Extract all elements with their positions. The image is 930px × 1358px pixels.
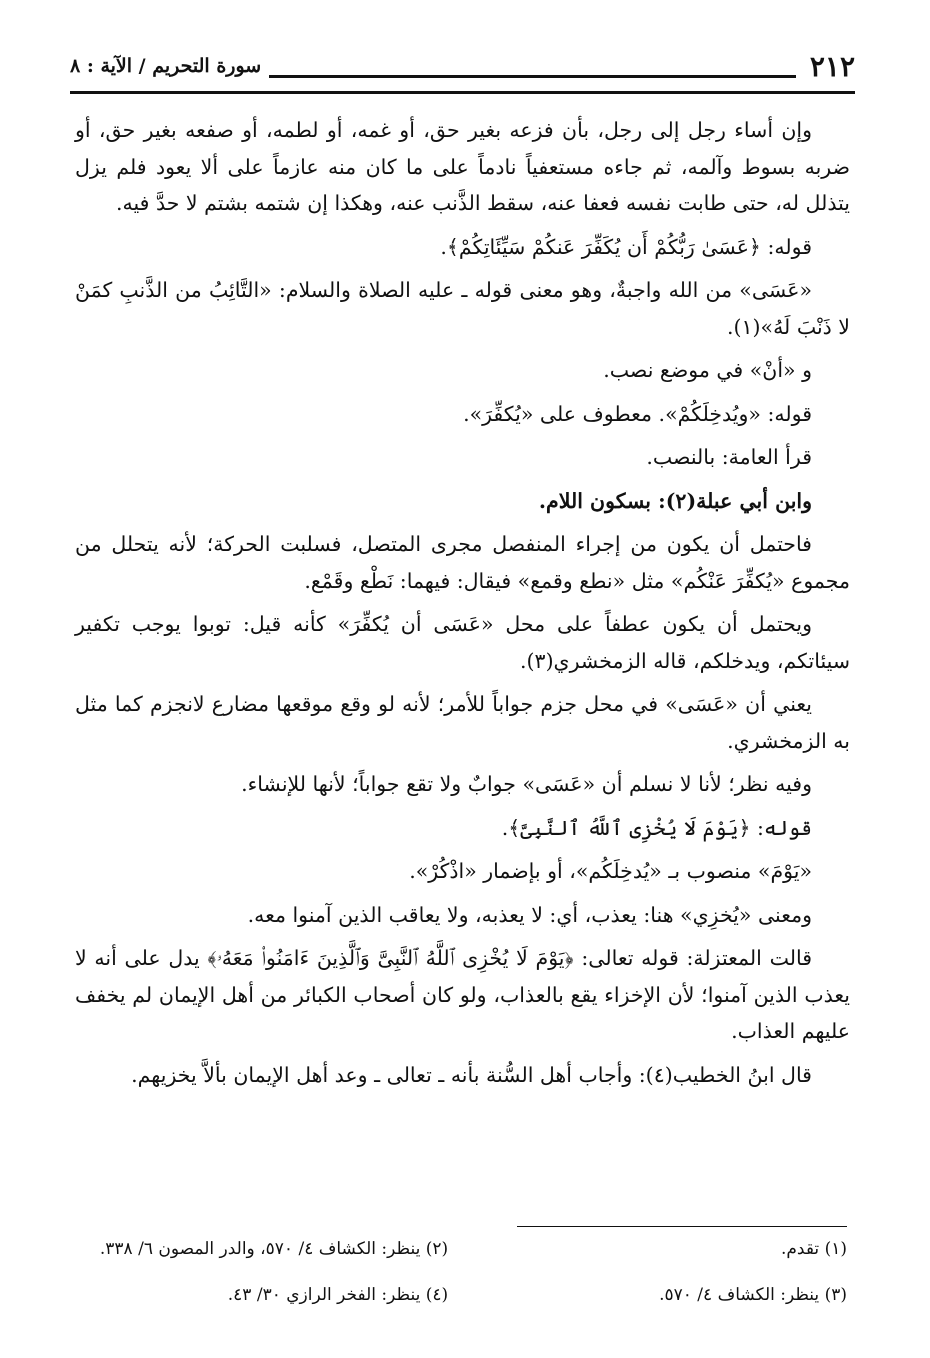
paragraph: قرأ العامة: بالنصب. [646,445,812,469]
footnote: (١) تقدم. [780,1239,847,1259]
footnote-row [80,1281,847,1309]
paragraph: قوله: ﴿يَوْمَ لَا يُخْزِى ٱللَّهُ ٱلنَّبِىَّ﴾. [501,815,812,840]
paragraph: و «أنْ» في موضع نصب. [603,358,812,382]
paragraph: وابن أبي عبلة(٢): بسكون اللام. [538,488,812,513]
page-header [70,40,855,92]
running-title: سورة التحريم / الآية : ٨ [70,55,262,77]
main-text [75,112,850,1100]
header-rule [269,75,796,78]
paragraph: ومعنى «يُخزِي» هنا: يعذب، أي: لا يعذبه، ولا يعاقب الذين آمنوا معه. [247,902,812,927]
paragraph: وإن أساء رجل إلى رجل، بأن فزعه بغير حق، أو غمه، أو لطمه، أو صفعه بغير حق، أو ضربه بسوط وآلمه، ثم جاءه مستعفياً نادماً على ما كان منه عازماً على ألا يعود فلم يزل يتذلل له، حتى طابت نفسه فعفا عنه، سقط الذَّنب عنه، وهكذا إن شتمه بشتم لا حدَّ فيه. [75,118,850,215]
footnote: (٤) ينظر: الفخر الرازي ٣٠/ ٤٣. [227,1285,449,1305]
footnotes [80,1235,847,1327]
paragraph: يعني أن «عَسَى» في محل جزم جواباً للأمر؛ لأنه لو وقع موقعها مضارع لانجزم كما مثل به الزمخشري. [75,692,850,753]
paragraph: قال ابنُ الخطيب(٤): وأجاب أهل السُّنة بأنه ـ تعالى ـ وعد أهل الإيمان بألاَّ يخزيهم. [131,1062,812,1087]
header-divider [70,91,855,94]
footnote: (٢) ينظر: الكشاف ٤/ ٥٧٠، والدر المصون ٦/ ٣٣٨. [99,1239,449,1259]
paragraph: ويحتمل أن يكون عطفاً على محل «عَسَى أن يُكفِّرَ» كأنه قيل: توبوا يوجب تكفير سيئاتكم، ويدخلكم، قاله الزمخشري(٣). [75,612,850,673]
paragraph: فاحتمل أن يكون من إجراء المنفصل مجرى المتصل، فسلبت الحركة؛ لأنه يتحلل من مجموع «يُكفِّرَ عَنْكُم» مثل «نطع وقمع» فيقال: فيهما: نَطْع وقَمْع. [75,532,850,593]
paragraph: وفيه نظر؛ لأنا لا نسلم أن «عَسَى» جوابٌ ولا تقع جواباً؛ لأنها للإنشاء. [241,772,812,796]
paragraph: قوله: ﴿عَسَىٰ رَبُّكُمْ أَن يُكَفِّرَ عَنكُمْ سَيِّئَاتِكُمْ﴾. [440,234,812,259]
footnote-row [80,1235,847,1263]
footnote-divider [517,1226,847,1227]
paragraph: قوله: «ويُدخِلَكُمْ». معطوف على «يُكفِّرَ». [463,401,812,426]
footnote: (٣) ينظر: الكشاف ٤/ ٥٧٠. [659,1285,847,1305]
paragraph: «يَوْمَ» منصوب بـ «يُدخِلَكُم»، أو بإضمار «اذْكُرْ». [409,859,812,883]
paragraph: «عَسَى» من الله واجبةٌ، وهو معنى قوله ـ عليه الصلاة والسلام: «التَّائِبُ من الذَّنبِ كمَنْ لا ذَنْبَ لَهُ»(١). [75,278,850,339]
paragraph: قالت المعتزلة: قوله تعالى: ﴿يَوْمَ لَا يُخْزِى ٱللَّهُ ٱلنَّبِىَّ وَٱلَّذِينَ ءَامَنُوا۟ مَعَهُۥ﴾ يدل على أنه لا يعذب الذين آمنوا؛ لأن الإخزاء يقع بالعذاب، ولو كان أصحاب الكبائر من أهل الإيمان لم يخفف عليهم العذاب. [75,946,850,1043]
page-number: ٢١٢ [809,49,855,83]
